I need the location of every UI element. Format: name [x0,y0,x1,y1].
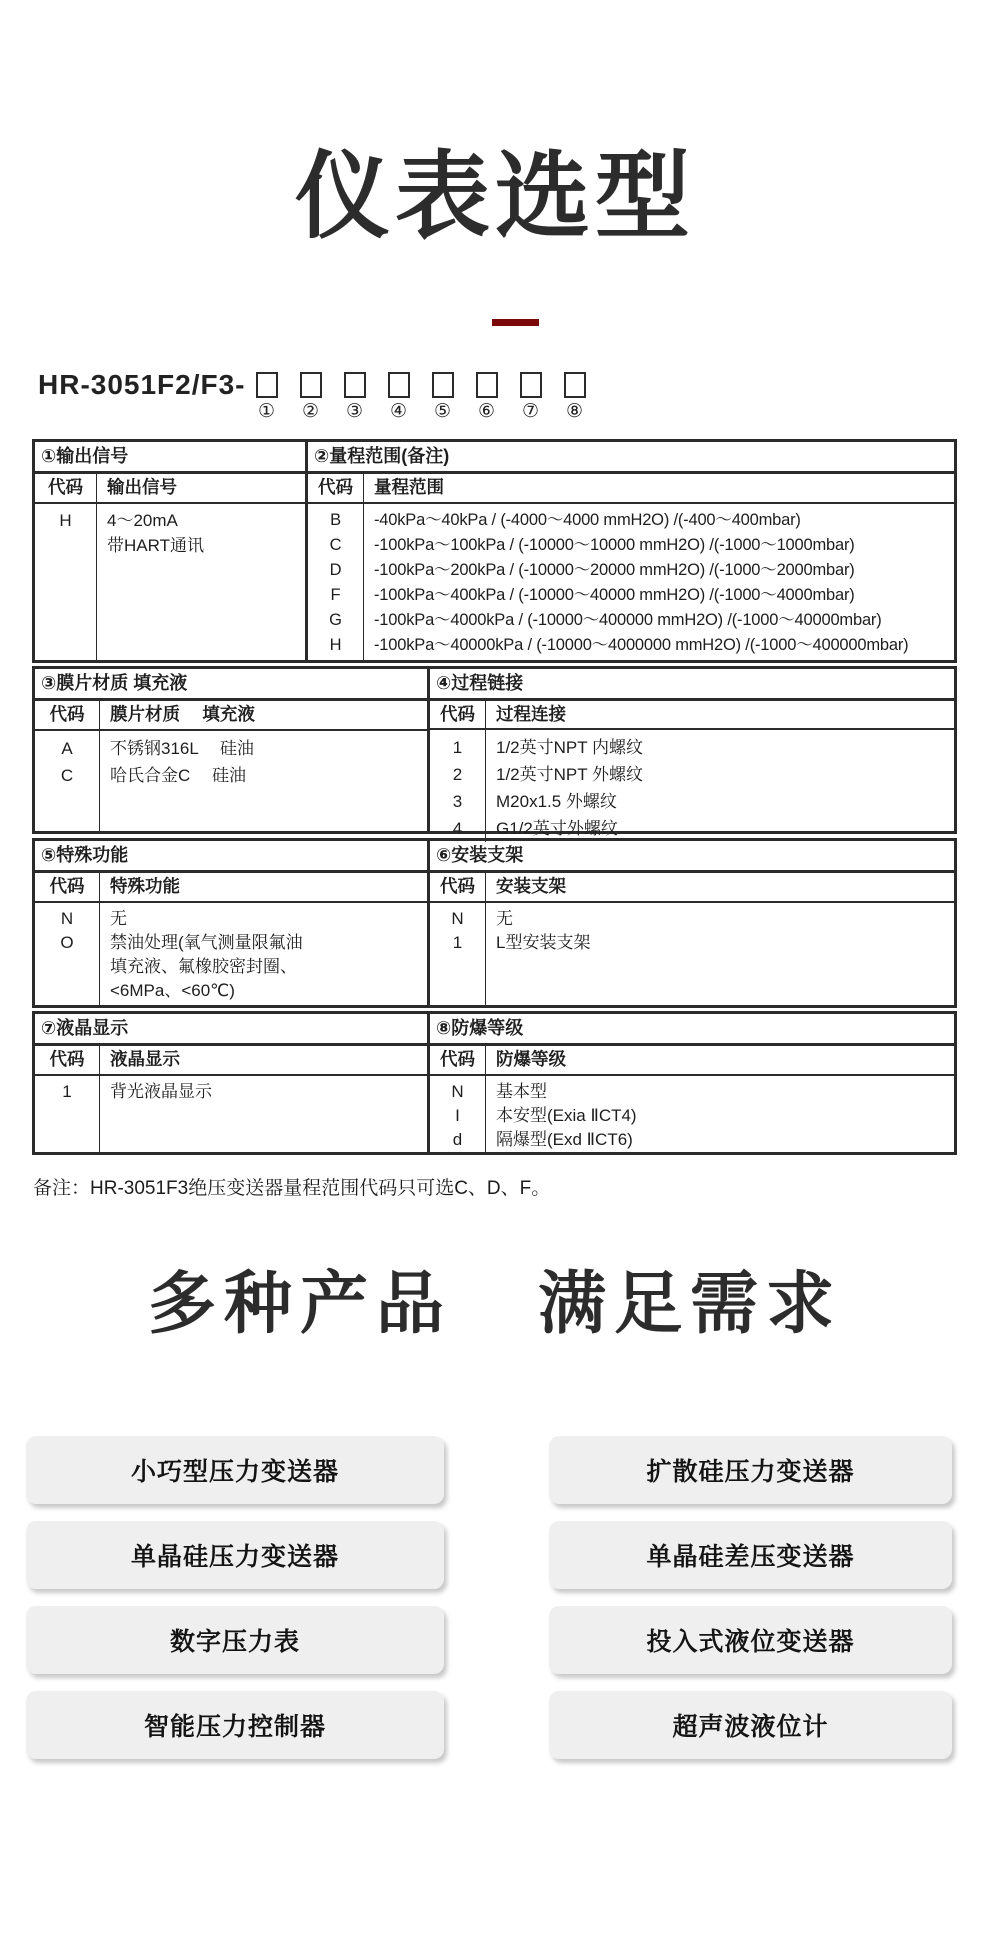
model-position-2 [300,372,322,423]
value-cell: 无 [496,909,513,928]
code-checkbox-5 [432,372,454,398]
value-header: 膜片材质 填充液 [110,704,255,724]
model-position-8 [564,372,586,423]
code-header: 代码 [430,873,486,901]
model-position-7 [520,372,542,423]
model-position-1 [256,372,278,423]
column-header-row [35,873,427,903]
section-lcd-display [35,1014,430,1152]
code-cell: G [329,611,342,629]
column-header-row [430,873,954,903]
value-cell: 4～20mA [107,511,178,530]
product-button[interactable]: 扩散硅压力变送器 [549,1436,952,1504]
section-title: ⑦液晶显示 [35,1014,427,1046]
column-header-row [35,474,305,504]
section-explosion-proof [430,1014,954,1152]
code-cell: d [452,1130,463,1149]
code-cell: 1 [452,933,463,952]
value-cell: 1/2英寸NPT 内螺纹 [496,738,644,757]
product-button[interactable]: 超声波液位计 [549,1691,952,1759]
code-cell: O [60,933,74,952]
column-header-row [308,474,954,504]
section-range [308,442,954,660]
section-title: ③膜片材质 填充液 [35,669,427,701]
product-button-grid [26,1436,990,1759]
code-checkbox-8 [564,372,586,398]
code-cell: H [329,636,342,654]
section-output-signal [35,442,308,660]
position-number-4: ④ [389,401,408,422]
value-header: 特殊功能 [110,876,180,896]
code-cell: C [60,766,74,785]
code-cell: 4 [452,819,463,838]
band-special-and-bracket [32,838,957,1008]
code-header: 代码 [35,1046,100,1074]
value-cell: 带HART通讯 [107,536,204,555]
code-checkbox-4 [388,372,410,398]
value-cell: 填充液、氟橡胶密封圈、 [110,957,297,976]
code-cell: A [61,739,73,758]
value-cell: -100kPa～200kPa / (-10000～20000 mmH2O) /(-1000～2000mbar) [374,561,855,579]
products-heading-right: 满足需求 [538,1266,843,1342]
code-cell: 2 [452,765,463,784]
value-header: 防爆等级 [496,1049,566,1069]
code-cell: 1 [452,738,463,757]
title-accent-dash [492,319,539,326]
value-cell: 1/2英寸NPT 外螺纹 [496,765,644,784]
section-mounting-bracket [430,841,954,1005]
section-title: ①输出信号 [35,442,305,474]
product-button[interactable]: 智能压力控制器 [26,1691,444,1759]
code-header: 代码 [35,701,100,729]
products-heading [0,1267,990,1342]
product-button[interactable]: 小巧型压力变送器 [26,1436,444,1504]
code-cell: N [451,909,464,928]
code-header: 代码 [35,873,100,901]
value-header: 输出信号 [107,477,177,497]
value-cell: M20x1.5 外螺纹 [496,792,617,811]
value-cell: -100kPa～4000kPa / (-10000～400000 mmH2O) /(-1000～40000mbar) [374,611,882,629]
code-cell: B [330,511,341,529]
code-cell: D [329,561,342,579]
code-header: 代码 [35,474,97,502]
model-position-5 [432,372,454,423]
column-header-row [430,1046,954,1076]
band-output-and-range [32,439,957,663]
code-cell: N [451,1082,464,1101]
model-prefix-label: HR-3051F2/F3- [38,369,246,400]
position-number-5: ⑤ [433,401,452,422]
code-checkbox-2 [300,372,322,398]
column-header-row [35,701,427,731]
table-body [35,504,305,660]
column-header-row [35,1046,427,1076]
model-position-4 [388,372,410,423]
value-cell: 无 [110,909,127,928]
table-body [35,1076,427,1152]
model-code-row [38,369,990,423]
code-checkbox-3 [344,372,366,398]
code-header: 代码 [430,701,486,728]
section-title: ④过程链接 [430,669,954,701]
position-number-6: ⑥ [477,401,496,422]
section-title: ⑤特殊功能 [35,841,427,873]
value-cell: G1/2英寸外螺纹 [496,819,618,838]
model-position-6 [476,372,498,423]
value-header: 量程范围 [374,477,444,497]
table-body [430,1076,954,1152]
products-heading-left: 多种产品 [147,1266,452,1342]
position-number-1: ① [257,401,276,422]
code-cell: C [329,536,342,554]
code-cell: H [59,511,72,530]
code-cell: 1 [62,1082,72,1101]
band-diaphragm-and-connection [32,666,957,838]
value-cell: 本安型(Exia ⅡCT4) [496,1106,637,1125]
section-process-connection [430,669,954,838]
value-cell: -40kPa～40kPa / (-4000～4000 mmH2O) /(-400～400mbar) [374,511,801,529]
code-checkbox-1 [256,372,278,398]
model-position-list [256,372,586,423]
product-button[interactable]: 单晶硅差压变送器 [549,1521,952,1589]
code-header: 代码 [430,1046,486,1074]
section-title: ②量程范围(备注) [308,442,954,474]
product-button[interactable]: 投入式液位变送器 [549,1606,952,1674]
code-cell: 3 [452,792,463,811]
value-cell: 哈氏合金C 硅油 [110,766,246,785]
value-cell: 背光液晶显示 [110,1082,212,1101]
table-body [35,903,427,1005]
selection-tables [32,439,957,1155]
value-header: 安装支架 [496,876,566,896]
page-title: 仪表选型 [294,144,695,250]
band-display-and-exproof [32,1011,957,1155]
section-special-function [35,841,430,1005]
section-diaphragm-fill [35,669,430,831]
value-header: 液晶显示 [110,1049,180,1069]
code-checkbox-7 [520,372,542,398]
code-header: 代码 [308,474,364,502]
value-cell: 基本型 [496,1082,547,1101]
value-cell: -100kPa～400kPa / (-10000～40000 mmH2O) /(-1000～4000mbar) [374,586,855,604]
section-title: ⑧防爆等级 [430,1014,954,1046]
position-number-2: ② [301,401,320,422]
position-number-7: ⑦ [521,401,540,422]
table-body [430,903,954,1005]
position-number-8: ⑧ [565,401,584,422]
position-number-3: ③ [345,401,364,422]
value-cell: -100kPa～100kPa / (-10000～10000 mmH2O) /(-1000～1000mbar) [374,536,855,554]
code-cell: I [455,1106,460,1125]
section-title: ⑥安装支架 [430,841,954,873]
table-body [308,504,954,660]
value-cell: <6MPa、<60℃) [110,981,235,1000]
value-cell: 隔爆型(Exd ⅡCT6) [496,1130,633,1149]
code-cell: N [60,909,74,928]
product-button[interactable]: 单晶硅压力变送器 [26,1521,444,1589]
code-checkbox-6 [476,372,498,398]
footnote: 备注：HR-3051F3绝压变送器量程范围代码只可选C、D、F。 [33,1178,551,1199]
model-position-3 [344,372,366,423]
value-cell: -100kPa～40000kPa / (-10000～4000000 mmH2O) /(-1000～400000mbar) [374,636,909,654]
value-header: 过程连接 [496,704,566,724]
table-body [430,730,954,842]
value-cell: L型安装支架 [496,933,591,952]
code-cell: F [330,586,341,604]
column-header-row [430,701,954,730]
product-button[interactable]: 数字压力表 [26,1606,444,1674]
value-cell: 不锈钢316L 硅油 [110,739,254,758]
value-cell: 禁油处理(氧气测量限氟油 [110,933,303,952]
table-body [35,731,427,831]
